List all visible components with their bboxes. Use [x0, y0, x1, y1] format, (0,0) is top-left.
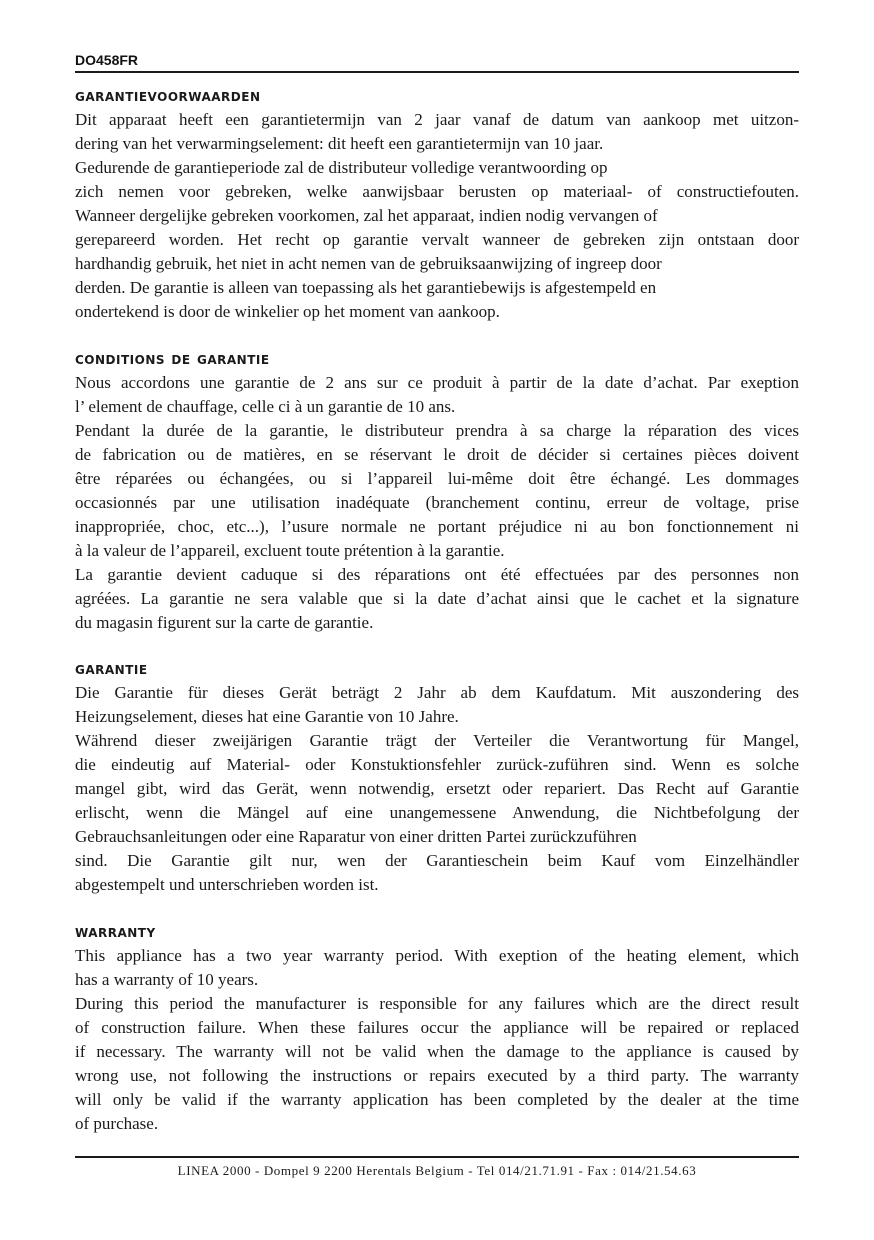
section-german-warranty: [75, 657, 799, 897]
text-line: derden. De garantie is alleen van toepassing als het garantiebewijs is afgestempeld en: [75, 278, 657, 297]
text-line: will only be valid if the warranty application has been completed by the dealer at the time: [75, 1090, 799, 1109]
text-line: gerepareerd worden. Het recht op garantie vervalt wanneer de gebreken zijn ontstaan door: [75, 230, 799, 249]
section-dutch-warranty: [75, 84, 799, 324]
text-line: This appliance has a two year warranty period. With exeption of the heating element, which: [75, 946, 799, 965]
text-line: Heizungselement, dieses hat eine Garantie von 10 Jahre.: [75, 707, 459, 726]
text-line: of construction failure. When these failures occur the appliance will be repaired or replaced: [75, 1018, 799, 1037]
text-line: Gedurende de garantieperiode zal de distributeur volledige verantwoording op: [75, 158, 608, 177]
text-line: sind. Die Garantie gilt nur, wen der Garantieschein beim Kauf vom Einzelhändler: [75, 851, 799, 870]
text-line: Nous accordons une garantie de 2 ans sur ce produit à partir de la date d’achat. Par exeption: [75, 373, 799, 392]
text-line: hardhandig gebruik, het niet in acht nemen van de gebruiksaanwijzing of ingreep door: [75, 254, 662, 273]
section-heading: garantie: [75, 659, 148, 679]
text-line: Wanneer dergelijke gebreken voorkomen, zal het apparaat, indien nodig vervangen of: [75, 206, 658, 225]
text-line: de fabrication ou de matières, en se réservant le droit de décider si certaines pièces doivent: [75, 445, 799, 464]
text-line: Gebrauchsanleitungen oder eine Raparatur von einer dritten Partei zurückzuführen: [75, 827, 637, 846]
text-line: dering van het verwarmingselement: dit heeft een garantietermijn van 10 jaar.: [75, 134, 604, 153]
text-line: du magasin figurent sur la carte de garantie.: [75, 613, 374, 632]
section-french-warranty: [75, 347, 799, 635]
text-line: être réparées ou échangées, ou si l’appareil lui-même doit être échangé. Les dommages: [75, 469, 799, 488]
text-line: of purchase.: [75, 1114, 159, 1133]
text-line: l’ element de chauffage, celle ci à un garantie de 10 ans.: [75, 397, 456, 416]
text-line: La garantie devient caduque si des réparations ont été effectuées par des personnes non: [75, 565, 799, 584]
text-line: mangel gibt, wird das Gerät, wenn notwendig, ersetzt oder repariert. Das Recht auf Garantie: [75, 779, 799, 798]
text-line: wrong use, not following the instructions or repairs executed by a third party. The warranty: [75, 1066, 799, 1085]
text-line: agréées. La garantie ne sera valable que si la date d’achat ainsi que le cachet et la signature: [75, 589, 799, 608]
text-line: if necessary. The warranty will not be valid when the damage to the appliance is caused by: [75, 1042, 799, 1061]
text-line: inappropriée, choc, etc...), l’usure normale ne portant préjudice ni au bon fonctionnement ni: [75, 517, 799, 536]
text-line: à la valeur de l’appareil, excluent toute prétention à la garantie.: [75, 541, 505, 560]
footer-divider: [75, 1156, 799, 1158]
text-line: erlischt, wenn die Mängel auf eine unangemessene Anwendung, die Nichtbefolgung der: [75, 803, 799, 822]
text-line: Die Garantie für dieses Gerät beträgt 2 Jahr ab dem Kaufdatum. Mit auszondering des: [75, 683, 799, 702]
text-line: abgestempelt und unterschrieben worden ist.: [75, 875, 379, 894]
header-divider: [75, 71, 799, 73]
text-line: Pendant la durée de la garantie, le distributeur prendra à sa charge la réparation des vices: [75, 421, 799, 440]
company-footer: LINEA 2000 - Dompel 9 2200 Herentals Belgium - Tel 014/21.71.91 - Fax : 014/21.54.63: [177, 1163, 697, 1178]
section-heading: conditions de garantie: [75, 349, 270, 369]
text-line: occasionnés par une utilisation inadéquate (branchement continu, erreur de voltage, prise: [75, 493, 799, 512]
text-line: die eindeutig auf Material- oder Konstuktionsfehler zurück-zuführen sind. Wenn es solche: [75, 755, 799, 774]
section-english-warranty: [75, 920, 799, 1136]
text-line: Dit apparaat heeft een garantietermijn van 2 jaar vanaf de datum van aankoop met uitzon-: [75, 110, 799, 129]
text-line: During this period the manufacturer is responsible for any failures which are the direct result: [75, 994, 799, 1013]
document-code: DO458FR: [75, 52, 139, 68]
text-line: ondertekend is door de winkelier op het moment van aankoop.: [75, 302, 500, 321]
text-line: zich nemen voor gebreken, welke aanwijsbaar berusten op materiaal- of constructiefouten.: [75, 182, 799, 201]
section-heading: garantievoorwaarden: [75, 86, 261, 106]
text-line: has a warranty of 10 years.: [75, 970, 259, 989]
section-heading: warranty: [75, 922, 156, 942]
text-line: Während dieser zweijärigen Garantie trägt der Verteiler die Verantwortung für Mangel,: [75, 731, 799, 750]
